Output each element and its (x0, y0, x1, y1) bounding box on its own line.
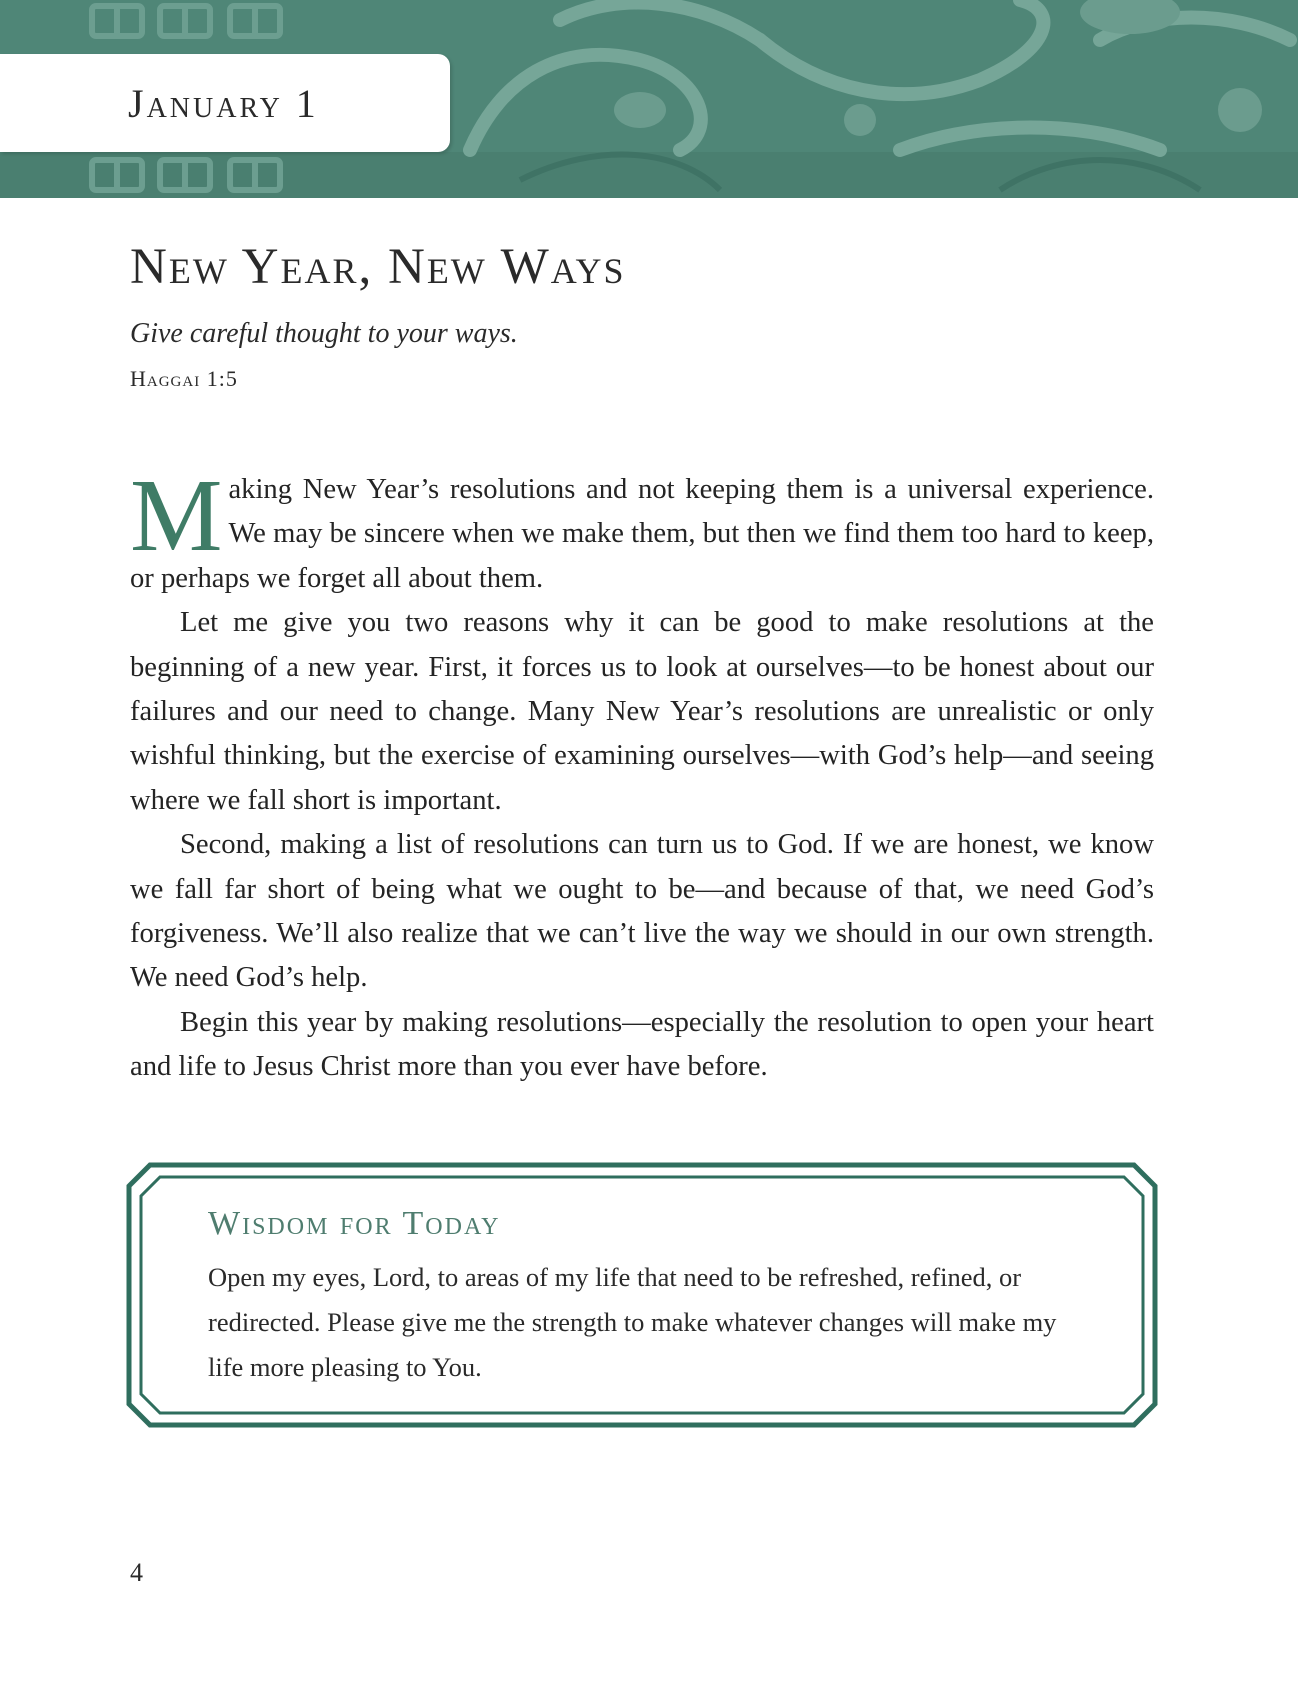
paragraph-2: Let me give you two reasons why it can be good to make resolutions at the beginning of a new year. First, it forces us to look at ourselves—to be honest about our failures and our need to change. Many New Year’s resolutions are unrealistic or only wishful thinking, but the exercise of examining ourselves—with God’s help—and seeing where we fall short is important. (130, 607, 1154, 816)
scripture-verse: Give careful thought to your ways. (130, 318, 518, 349)
date-label: January 1 (128, 80, 319, 126)
page-number: 4 (130, 1558, 143, 1587)
wisdom-box (126, 1162, 1158, 1428)
date-tab (0, 54, 450, 152)
header-banner (0, 0, 1298, 198)
wisdom-text: Open my eyes, Lord, to areas of my life that need to be refreshed, refined, or redirected. Please give me the strength to make whatever changes will make my life more pleasing to You. (208, 1262, 1057, 1382)
paragraph-3: Second, making a list of resolutions can turn us to God. If we are honest, we know we fall far short of being what we ought to be—and because of that, we need God’s forgiveness. We’ll also realize that we can’t live the way we should in our own strength. We need God’s help. (130, 829, 1154, 994)
body-text (130, 458, 1154, 1090)
paragraph-1-text: aking New Year’s resolutions and not keeping them is a universal experience. We may be sincere when we make them, but then we find them too hard to keep, or perhaps we forget all about them. (130, 474, 1154, 594)
wisdom-title: Wisdom for Today (208, 1205, 501, 1242)
page-title: New Year, New Ways (130, 239, 626, 295)
paragraph-4: Begin this year by making resolutions—especially the resolution to open your heart and life to Jesus Christ more than you ever have before. (130, 1006, 1154, 1083)
drop-cap: M (130, 458, 223, 573)
scripture-reference: Haggai 1:5 (130, 366, 238, 391)
paragraph-1 (130, 458, 1154, 601)
